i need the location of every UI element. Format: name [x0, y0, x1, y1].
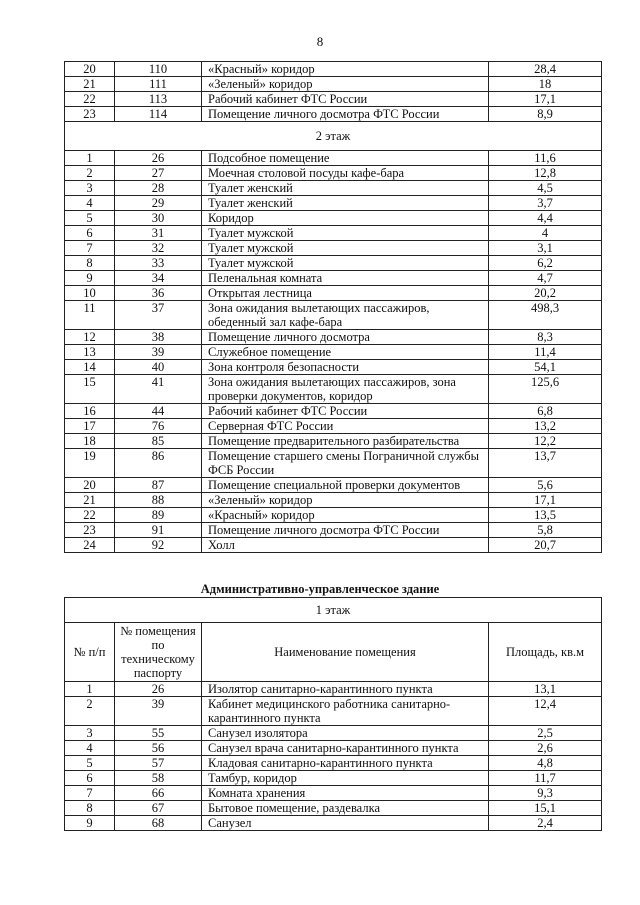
table-row: [65, 181, 602, 196]
row-area: 2,5: [489, 726, 602, 741]
row-room-name: Зона контроля безопасности: [202, 360, 489, 375]
table-row: [65, 286, 602, 301]
row-tech-passport-number: 27: [115, 166, 202, 181]
row-area: 2,6: [489, 741, 602, 756]
row-number: 1: [65, 151, 115, 166]
table-row: [65, 508, 602, 523]
row-area: 5,8: [489, 523, 602, 538]
row-number: 8: [65, 801, 115, 816]
row-tech-passport-number: 68: [115, 816, 202, 831]
row-area: 4,5: [489, 181, 602, 196]
table-row: [65, 62, 602, 77]
row-tech-passport-number: 31: [115, 226, 202, 241]
row-number: 5: [65, 756, 115, 771]
row-tech-passport-number: 114: [115, 107, 202, 122]
row-number: 19: [65, 449, 115, 478]
row-tech-passport-number: 86: [115, 449, 202, 478]
row-number: 11: [65, 301, 115, 330]
table-row: [65, 741, 602, 756]
row-area: 4: [489, 226, 602, 241]
row-area: 9,3: [489, 786, 602, 801]
row-area: 12,2: [489, 434, 602, 449]
table-row: [65, 241, 602, 256]
row-tech-passport-number: 66: [115, 786, 202, 801]
table-row: [65, 77, 602, 92]
row-room-name: Туалет мужской: [202, 226, 489, 241]
premises-table-admin: [64, 597, 602, 831]
row-room-name: Кабинет медицинского работника санитарно-карантинного пункта: [202, 697, 489, 726]
row-tech-passport-number: 85: [115, 434, 202, 449]
table-row: [65, 726, 602, 741]
row-tech-passport-number: 26: [115, 682, 202, 697]
row-room-name: Зона ожидания вылетающих пассажиров, зона проверки документов, коридор: [202, 375, 489, 404]
row-tech-passport-number: 57: [115, 756, 202, 771]
row-room-name: Коридор: [202, 211, 489, 226]
table-body-floor2: [65, 151, 602, 553]
table-body-floor1-continued: [65, 62, 602, 122]
row-room-name: «Зеленый» коридор: [202, 77, 489, 92]
row-area: 11,6: [489, 151, 602, 166]
table-row: [65, 786, 602, 801]
row-area: 13,7: [489, 449, 602, 478]
row-number: 23: [65, 523, 115, 538]
row-tech-passport-number: 44: [115, 404, 202, 419]
row-area: 11,7: [489, 771, 602, 786]
table-row: [65, 196, 602, 211]
row-tech-passport-number: 30: [115, 211, 202, 226]
table-row: [65, 107, 602, 122]
row-area: 13,2: [489, 419, 602, 434]
row-area: 17,1: [489, 92, 602, 107]
row-room-name: Бытовое помещение, раздевалка: [202, 801, 489, 816]
row-room-name: Помещение предварительного разбирательства: [202, 434, 489, 449]
table-row: [65, 404, 602, 419]
section-title: Административно-управленческое здание: [200, 582, 440, 596]
row-area: 3,7: [489, 196, 602, 211]
row-tech-passport-number: 40: [115, 360, 202, 375]
row-area: 125,6: [489, 375, 602, 404]
page-number: 8: [316, 34, 324, 49]
row-tech-passport-number: 91: [115, 523, 202, 538]
row-room-name: Помещение специальной проверки документов: [202, 478, 489, 493]
row-room-name: Холл: [202, 538, 489, 553]
row-number: 23: [65, 107, 115, 122]
row-room-name: Моечная столовой посуды кафе-бара: [202, 166, 489, 181]
table-row: [65, 493, 602, 508]
row-tech-passport-number: 36: [115, 286, 202, 301]
row-number: 6: [65, 226, 115, 241]
row-tech-passport-number: 67: [115, 801, 202, 816]
row-room-name: Служебное помещение: [202, 345, 489, 360]
table-row: [65, 538, 602, 553]
row-number: 17: [65, 419, 115, 434]
row-room-name: Зона ожидания вылетающих пассажиров, обеденный зал кафе-бара: [202, 301, 489, 330]
row-room-name: Туалет мужской: [202, 256, 489, 271]
row-number: 10: [65, 286, 115, 301]
row-number: 2: [65, 697, 115, 726]
row-area: 2,4: [489, 816, 602, 831]
table-row: [65, 434, 602, 449]
column-header-name: Наименование помещения: [202, 623, 489, 682]
row-tech-passport-number: 29: [115, 196, 202, 211]
column-header-tech-passport: № помещения по техническому паспорту: [115, 623, 202, 682]
row-number: 8: [65, 256, 115, 271]
row-room-name: «Красный» коридор: [202, 508, 489, 523]
floor-header-1: [65, 598, 602, 682]
row-area: 3,1: [489, 241, 602, 256]
row-tech-passport-number: 39: [115, 697, 202, 726]
row-area: 13,1: [489, 682, 602, 697]
row-tech-passport-number: 58: [115, 771, 202, 786]
floor-label: 1 этаж: [65, 598, 602, 623]
floor-header-2: [65, 122, 602, 151]
row-area: 5,6: [489, 478, 602, 493]
row-tech-passport-number: 89: [115, 508, 202, 523]
row-number: 18: [65, 434, 115, 449]
table-row: [65, 211, 602, 226]
row-tech-passport-number: 33: [115, 256, 202, 271]
row-room-name: Открытая лестница: [202, 286, 489, 301]
row-number: 21: [65, 493, 115, 508]
table-row: [65, 151, 602, 166]
row-area: 12,4: [489, 697, 602, 726]
row-area: 17,1: [489, 493, 602, 508]
row-tech-passport-number: 28: [115, 181, 202, 196]
row-room-name: Помещение личного досмотра ФТС России: [202, 523, 489, 538]
row-tech-passport-number: 87: [115, 478, 202, 493]
row-area: 8,3: [489, 330, 602, 345]
row-number: 20: [65, 478, 115, 493]
row-area: 20,2: [489, 286, 602, 301]
row-area: 54,1: [489, 360, 602, 375]
row-tech-passport-number: 110: [115, 62, 202, 77]
row-room-name: Санузел врача санитарно-карантинного пункта: [202, 741, 489, 756]
row-number: 15: [65, 375, 115, 404]
row-number: 12: [65, 330, 115, 345]
row-tech-passport-number: 34: [115, 271, 202, 286]
table-row: [65, 756, 602, 771]
row-number: 4: [65, 741, 115, 756]
row-area: 12,8: [489, 166, 602, 181]
row-room-name: Изолятор санитарно-карантинного пункта: [202, 682, 489, 697]
row-tech-passport-number: 113: [115, 92, 202, 107]
row-number: 2: [65, 166, 115, 181]
row-number: 3: [65, 726, 115, 741]
table-row: [65, 360, 602, 375]
table-row: [65, 330, 602, 345]
row-area: 13,5: [489, 508, 602, 523]
row-area: 4,7: [489, 271, 602, 286]
row-number: 5: [65, 211, 115, 226]
row-room-name: «Зеленый» коридор: [202, 493, 489, 508]
row-tech-passport-number: 88: [115, 493, 202, 508]
table-row: [65, 801, 602, 816]
row-room-name: Тамбур, коридор: [202, 771, 489, 786]
column-header-area: Площадь, кв.м: [489, 623, 602, 682]
premises-table-terminal: [64, 61, 602, 553]
row-room-name: Туалет женский: [202, 181, 489, 196]
table-row: [65, 226, 602, 241]
row-area: 498,3: [489, 301, 602, 330]
row-number: 6: [65, 771, 115, 786]
table-row: [65, 449, 602, 478]
row-room-name: Серверная ФТС России: [202, 419, 489, 434]
table-body-admin-floor1: [65, 682, 602, 831]
table-row: [65, 345, 602, 360]
row-tech-passport-number: 37: [115, 301, 202, 330]
row-number: 9: [65, 816, 115, 831]
table-row: [65, 478, 602, 493]
row-area: 20,7: [489, 538, 602, 553]
table-row: [65, 301, 602, 330]
row-room-name: Туалет мужской: [202, 241, 489, 256]
row-room-name: Кладовая санитарно-карантинного пункта: [202, 756, 489, 771]
row-room-name: Помещение старшего смены Пограничной службы ФСБ России: [202, 449, 489, 478]
row-area: 15,1: [489, 801, 602, 816]
row-room-name: Санузел изолятора: [202, 726, 489, 741]
row-number: 24: [65, 538, 115, 553]
table-row: [65, 375, 602, 404]
row-area: 6,2: [489, 256, 602, 271]
table-row: [65, 816, 602, 831]
row-number: 7: [65, 786, 115, 801]
row-number: 1: [65, 682, 115, 697]
row-room-name: Подсобное помещение: [202, 151, 489, 166]
row-room-name: «Красный» коридор: [202, 62, 489, 77]
row-room-name: Туалет женский: [202, 196, 489, 211]
table-row: [65, 697, 602, 726]
row-tech-passport-number: 41: [115, 375, 202, 404]
floor-label: 2 этаж: [65, 122, 602, 151]
row-tech-passport-number: 38: [115, 330, 202, 345]
table-row: [65, 419, 602, 434]
row-number: 9: [65, 271, 115, 286]
table-row: [65, 682, 602, 697]
table-row: [65, 256, 602, 271]
row-room-name: Рабочий кабинет ФТС России: [202, 92, 489, 107]
row-room-name: Пеленальная комната: [202, 271, 489, 286]
row-area: 8,9: [489, 107, 602, 122]
row-tech-passport-number: 76: [115, 419, 202, 434]
row-number: 3: [65, 181, 115, 196]
row-tech-passport-number: 32: [115, 241, 202, 256]
row-number: 20: [65, 62, 115, 77]
row-room-name: Помещение личного досмотра: [202, 330, 489, 345]
row-number: 7: [65, 241, 115, 256]
row-number: 16: [65, 404, 115, 419]
row-area: 6,8: [489, 404, 602, 419]
row-number: 21: [65, 77, 115, 92]
row-tech-passport-number: 26: [115, 151, 202, 166]
row-area: 28,4: [489, 62, 602, 77]
row-room-name: Помещение личного досмотра ФТС России: [202, 107, 489, 122]
row-area: 4,8: [489, 756, 602, 771]
row-tech-passport-number: 111: [115, 77, 202, 92]
row-tech-passport-number: 92: [115, 538, 202, 553]
table-row: [65, 523, 602, 538]
row-tech-passport-number: 39: [115, 345, 202, 360]
row-tech-passport-number: 56: [115, 741, 202, 756]
row-number: 22: [65, 92, 115, 107]
row-room-name: Комната хранения: [202, 786, 489, 801]
row-tech-passport-number: 55: [115, 726, 202, 741]
table-row: [65, 92, 602, 107]
row-area: 18: [489, 77, 602, 92]
row-number: 4: [65, 196, 115, 211]
row-number: 13: [65, 345, 115, 360]
row-room-name: Санузел: [202, 816, 489, 831]
row-room-name: Рабочий кабинет ФТС России: [202, 404, 489, 419]
table-row: [65, 166, 602, 181]
row-area: 4,4: [489, 211, 602, 226]
column-header-number: № п/п: [65, 623, 115, 682]
row-number: 22: [65, 508, 115, 523]
row-area: 11,4: [489, 345, 602, 360]
table-row: [65, 271, 602, 286]
table-row: [65, 771, 602, 786]
row-number: 14: [65, 360, 115, 375]
